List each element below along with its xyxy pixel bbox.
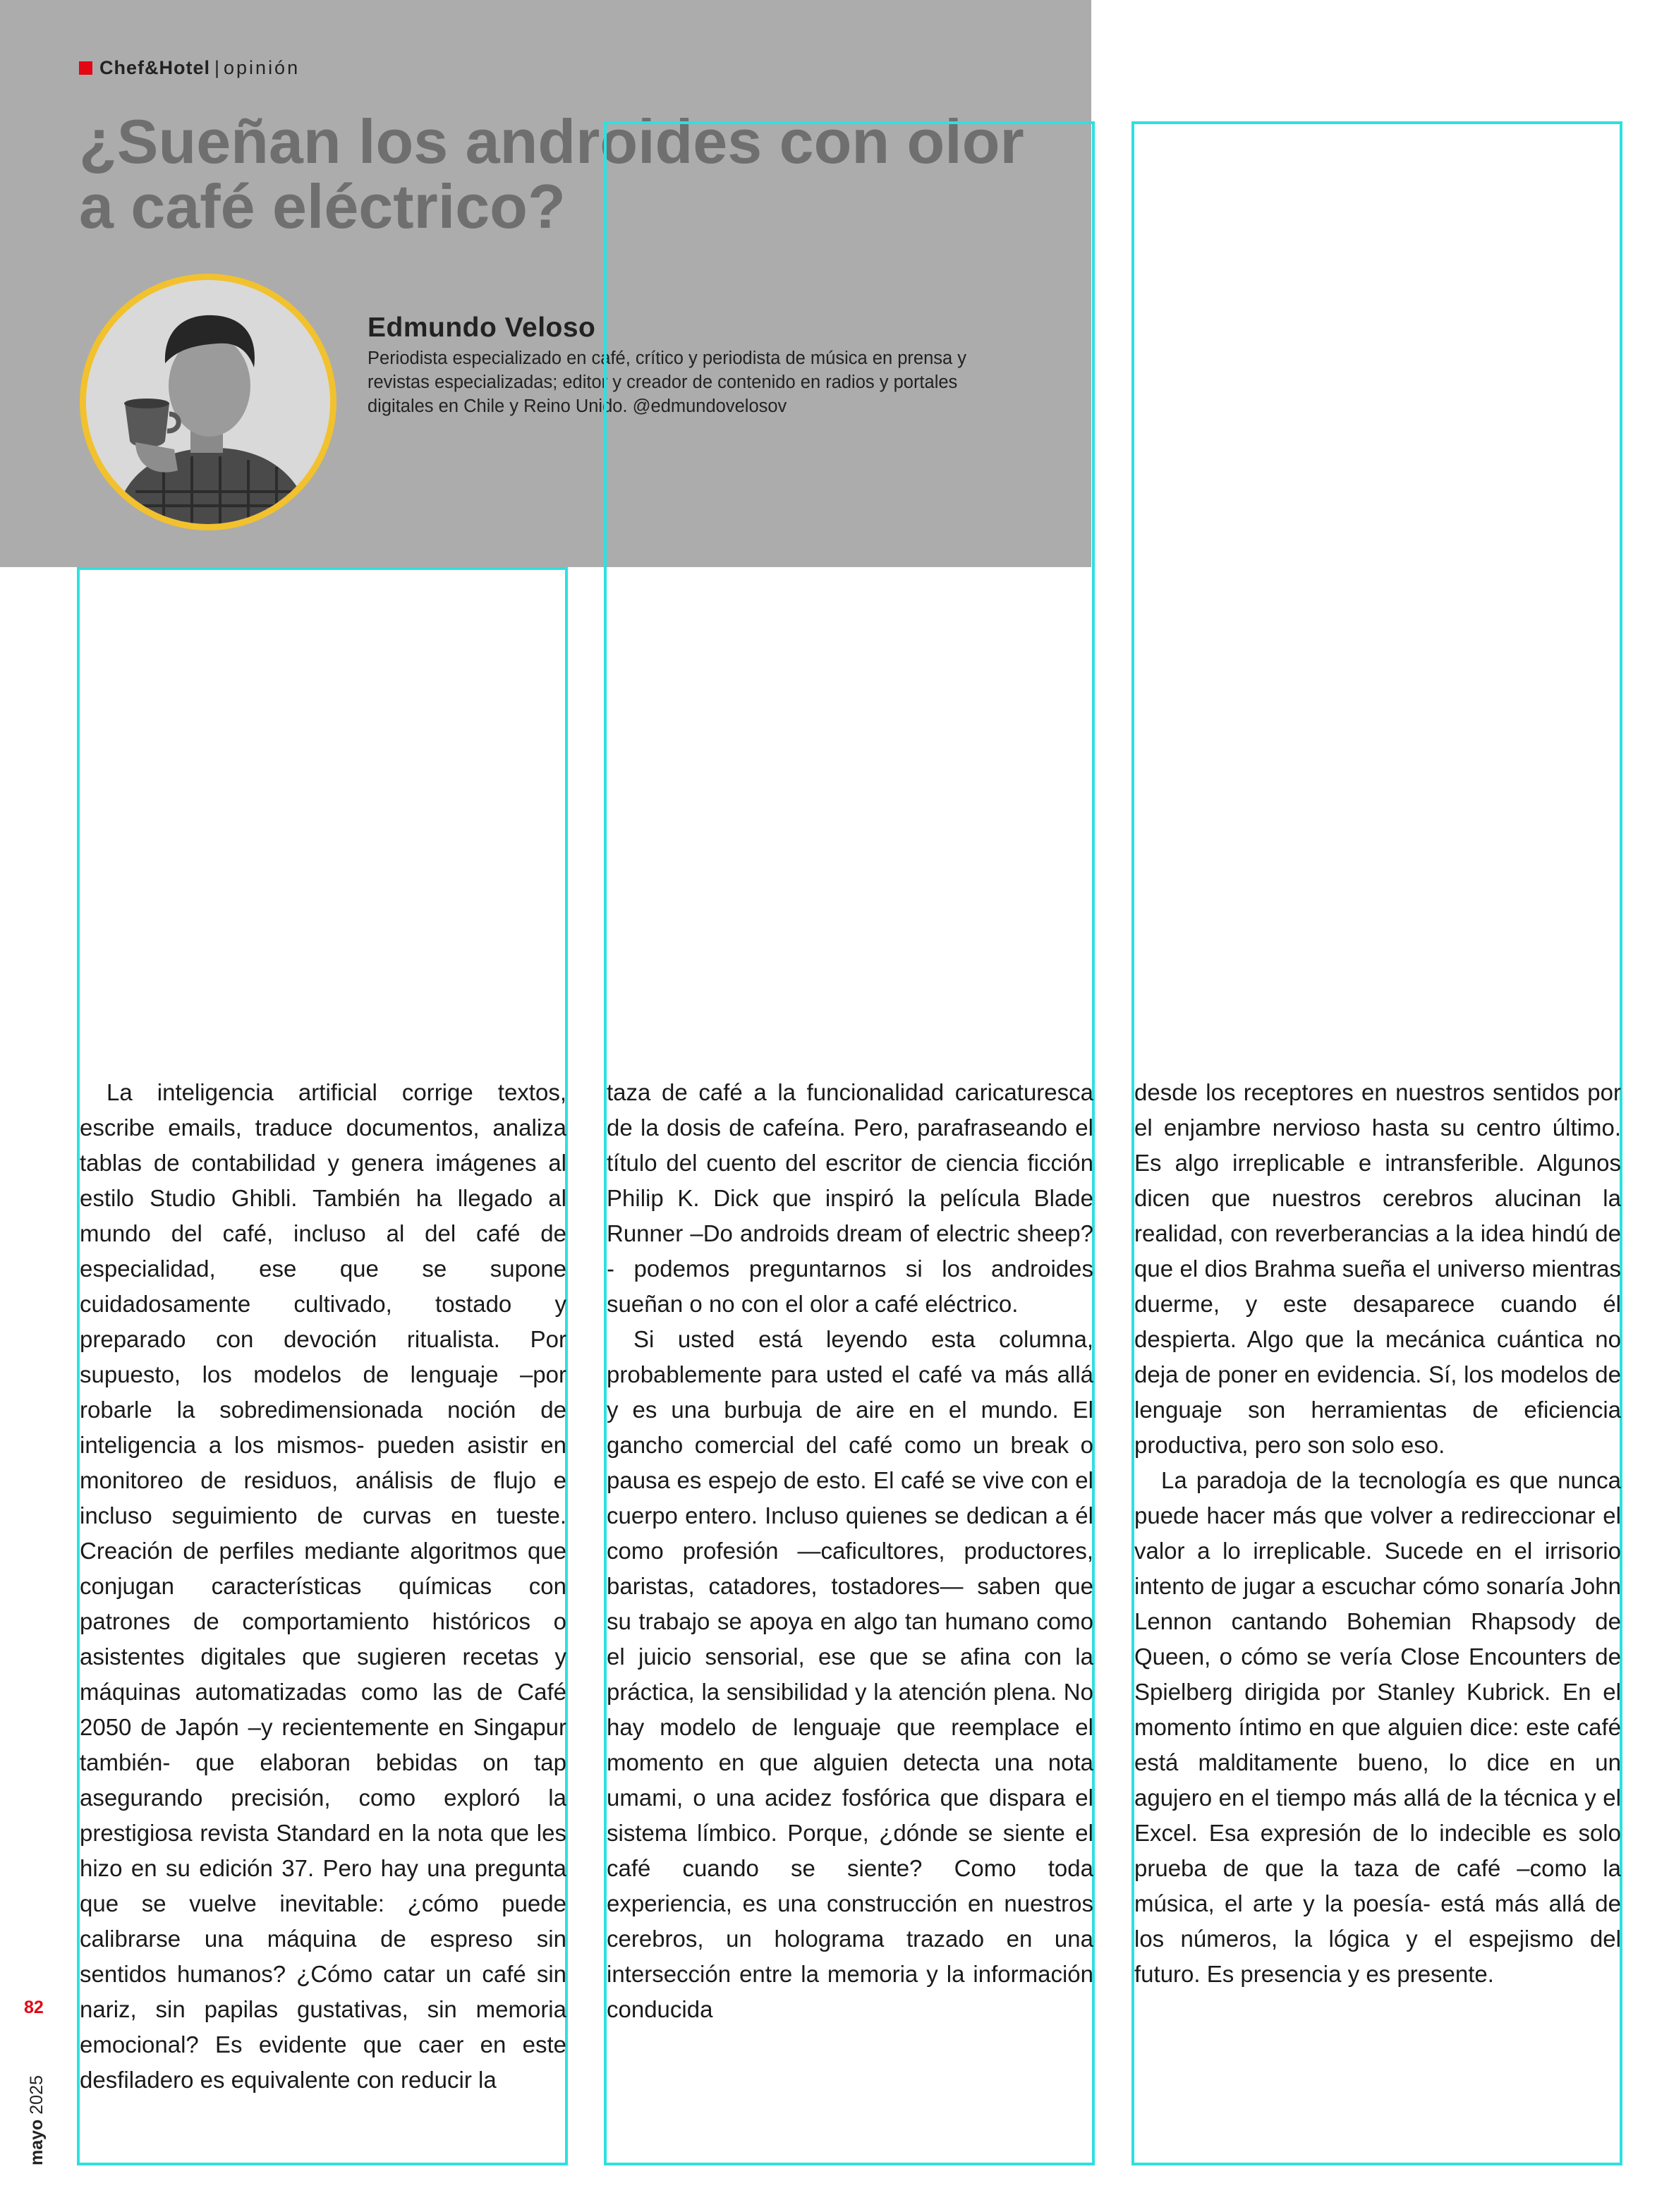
magazine-brand: Chef&Hotel xyxy=(99,56,210,78)
issue-month: mayo xyxy=(27,2119,47,2165)
body-paragraph: La inteligencia artificial corrige textos, escribe emails, traduce documentos, analiza tablas de contabilidad y genera imágenes al estilo Studio Ghibli. También ha llegado al mundo del café, incluso al del café de especialidad, ese que se supone cuidadosamente cultivado, tostado y preparado con devoción ritualista. Por supuesto, los modelos de lenguaje –por robarle la sobredimensionada noción de inteligencia a los mismos- pueden asistir en monitoreo de residuos, análisis de flujo e incluso seguimiento de curvas en tueste. Creación de perfiles mediante algoritmos que conjugan características químicas con patrones de comportamiento históricos o asistentes digitales que sugieren recetas y máquinas automatizadas como las de Café 2050 de Japón –y recientemente en Singapur también- que elaboran bebidas on tap asegurando precisión, como exploró la prestigiosa revista Standard en la nota que les hizo en su edición 37. Pero hay una pregunta que se vuelve inevitable: ¿cómo puede calibrarse una máquina de espreso sin sentidos humanos? ¿Cómo catar un café sin nariz, sin papilas gustativas, sin memoria emocional? Es evidente que caer en este desfiladero es equivalente con reducir la xyxy=(80,1079,566,2093)
body-paragraph: Si usted está leyendo esta columna, probablemente para usted el café va más allá y es una burbuja de aire en el mundo. El gancho comercial del café como un break o pausa es espejo de esto. El café se vive con el cuerpo entero. Incluso quienes se dedican a él como profesión —caficultores, productores, baristas, catadores, tostadores— saben que su trabajo se apoya en algo tan humano como el juicio sensorial, ese que se afina con la práctica, la sensibilidad y la atención plena. No hay modelo de lenguaje que reemplace el momento en que alguien detecta una nota umami, o una acidez fosfórica que dispara el sistema límbico. Porque, ¿dónde se siente el café cuando se siente? Como toda experiencia, es una construcción en nuestros cerebros, un holograma trazado en una intersección entre la memoria y la información conducida xyxy=(607,1326,1093,2022)
author-portrait-icon xyxy=(86,280,330,524)
issue-year: 2025 xyxy=(27,2075,47,2115)
section-separator: | xyxy=(214,56,220,78)
author-bio: Periodista especializado en café, crítico y periodista de música en prensa y revistas especializadas; editor y creador de contenido en radios y portales digitales en Chile y Reino Unido. @edmundovelosov xyxy=(368,348,967,416)
body-paragraph: desde los receptores en nuestros sentidos por el enjambre nervioso hasta su centro último. Es algo irreplicable e intransferible. Algunos dicen que nuestros cerebros alucinan la realidad, con reverberancias a la idea hindú de que el dios Brahma sueña el universo mientras duerme, y este desaparece cuando él despierta. Algo que la mecánica cuántica no deja de poner en evidencia. Sí, los modelos de lenguaje son herramientas de eficiencia productiva, pero son solo eso. xyxy=(1134,1079,1621,1458)
author-avatar xyxy=(80,274,336,530)
section-tag xyxy=(79,55,300,80)
issue-date xyxy=(27,2075,47,2165)
page-number: 82 xyxy=(24,1998,44,2017)
red-square-icon xyxy=(79,61,92,75)
article-column-2 xyxy=(607,1075,1093,2027)
article-title: ¿Sueñan los androides con olor a café eléctrico? xyxy=(79,107,1024,241)
author-name: Edmundo Veloso xyxy=(368,312,596,343)
article-column-3 xyxy=(1134,1075,1621,1992)
body-paragraph: La paradoja de la tecnología es que nunca puede hacer más que volver a redireccionar el valor a lo irreplicable. Sucede en el irrisorio intento de jugar a escuchar cómo sonaría John Lennon cantando Bohemian Rhapsody de Queen, o cómo se vería Close Encounters de Spielberg dirigida por Stanley Kubrick. En el momento íntimo en que alguien dice: este café está malditamente bueno, lo dice en un agujero en el tiempo más allá de la técnica y el Excel. Esa expresión de lo indecible es solo prueba de que la taza de café –como la música, el arte y la poesía- está más allá de los números, la lógica y el espejismo del futuro. Es presencia y es presente. xyxy=(1134,1467,1621,1987)
body-paragraph: taza de café a la funcionalidad caricaturesca de la dosis de cafeína. Pero, parafraseando el título del cuento del escritor de ciencia ficción Philip K. Dick que inspiró la película Blade Runner –Do androids dream of electric sheep?- podemos preguntarnos si los androides sueñan o no con el olor a café eléctrico. xyxy=(607,1079,1093,1317)
article-column-1 xyxy=(80,1075,566,2098)
section-label: opinión xyxy=(224,56,301,78)
